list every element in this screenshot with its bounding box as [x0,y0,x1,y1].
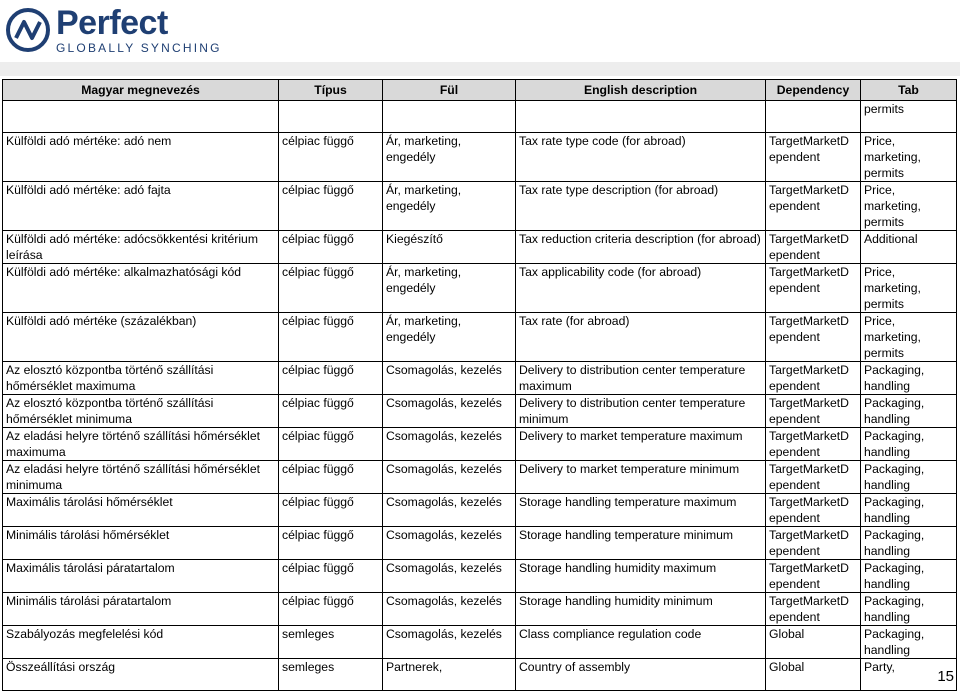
table-cell: Global [766,659,861,691]
table-cell: permits [861,101,957,133]
table-cell: Partnerek, [383,659,516,691]
table-cell: Class compliance regulation code [516,626,766,659]
header-band [0,62,960,76]
table-cell: Maximális tárolási hőmérséklet [3,494,279,527]
table-cell: Packaging, handling [861,395,957,428]
table-cell: Az eladási helyre történő szállítási hőmérséklet minimuma [3,461,279,494]
table-cell: Kiegészítő [383,231,516,264]
table-cell: célpiac függő [279,362,383,395]
table-cell: Price, marketing, permits [861,133,957,182]
table-cell: Packaging, handling [861,494,957,527]
table-cell [279,101,383,133]
table-cell: Külföldi adó mértéke: adócsökkentési kritérium leírása [3,231,279,264]
table-cell: Csomagolás, kezelés [383,362,516,395]
table-cell: Külföldi adó mértéke: adó nem [3,133,279,182]
table-header-row [3,80,957,101]
table-row [3,626,957,659]
table-row [3,264,957,313]
table-cell: TargetMarketD ependent [766,527,861,560]
brand-name: Perfect [56,4,168,42]
table-cell: Packaging, handling [861,560,957,593]
table-cell: TargetMarketD ependent [766,133,861,182]
table-cell: Ár, marketing, engedély [383,313,516,362]
table-row [3,231,957,264]
table-row [3,428,957,461]
table-cell [516,101,766,133]
table-cell: Packaging, handling [861,428,957,461]
table-cell: Country of assembly [516,659,766,691]
table-cell: Ár, marketing, engedély [383,133,516,182]
table-cell: Maximális tárolási páratartalom [3,560,279,593]
table-cell: Külföldi adó mértéke: alkalmazhatósági kód [3,264,279,313]
attribute-table [2,79,957,691]
table-cell: Tax rate (for abroad) [516,313,766,362]
table-row [3,313,957,362]
table-cell: Delivery to distribution center temperature maximum [516,362,766,395]
table-row [3,101,957,133]
table-cell: Külföldi adó mértéke: adó fajta [3,182,279,231]
table-cell: célpiac függő [279,395,383,428]
table-cell: Külföldi adó mértéke (százalékban) [3,313,279,362]
table-cell: Csomagolás, kezelés [383,461,516,494]
table-cell: Packaging, handling [861,362,957,395]
table-cell: Packaging, handling [861,461,957,494]
table-cell: Tax reduction criteria description (for abroad) [516,231,766,264]
table-cell: Az eladási helyre történő szállítási hőmérséklet maximuma [3,428,279,461]
col-header: English description [516,80,766,101]
table-cell: Tax applicability code (for abroad) [516,264,766,313]
table-cell: Packaging, handling [861,626,957,659]
col-header: Magyar megnevezés [3,80,279,101]
table-cell: Packaging, handling [861,527,957,560]
table-cell: Az elosztó központba történő szállítási hőmérséklet maximuma [3,362,279,395]
table-cell: célpiac függő [279,133,383,182]
brand-logo [6,4,222,56]
table-cell: Storage handling humidity minimum [516,593,766,626]
table-cell [3,101,279,133]
table-row [3,593,957,626]
globe-sync-icon [6,8,50,52]
table-cell: célpiac függő [279,182,383,231]
table-cell: Ár, marketing, engedély [383,182,516,231]
table-cell: Packaging, handling [861,593,957,626]
col-header: Típus [279,80,383,101]
table-cell: Csomagolás, kezelés [383,494,516,527]
col-header: Fül [383,80,516,101]
table-cell: célpiac függő [279,560,383,593]
table-cell: TargetMarketD ependent [766,231,861,264]
table-cell: célpiac függő [279,527,383,560]
col-header: Dependency [766,80,861,101]
table-cell: TargetMarketD ependent [766,494,861,527]
table-row [3,659,957,691]
table-cell: Storage handling humidity maximum [516,560,766,593]
table-cell: Csomagolás, kezelés [383,593,516,626]
table-cell: Csomagolás, kezelés [383,428,516,461]
table-cell: semleges [279,659,383,691]
table-row [3,527,957,560]
table-cell: Minimális tárolási hőmérséklet [3,527,279,560]
table-cell: Price, marketing, permits [861,182,957,231]
table-cell: Price, marketing, permits [861,264,957,313]
table-cell: Minimális tárolási páratartalom [3,593,279,626]
table-row [3,362,957,395]
table-cell: Storage handling temperature minimum [516,527,766,560]
table-cell: célpiac függő [279,313,383,362]
table-cell: Party, [861,659,957,691]
table-cell: TargetMarketD ependent [766,264,861,313]
table-cell: TargetMarketD ependent [766,362,861,395]
table-cell: célpiac függő [279,428,383,461]
table-cell: Storage handling temperature maximum [516,494,766,527]
table-cell: Ár, marketing, engedély [383,264,516,313]
table-cell: célpiac függő [279,264,383,313]
table-cell: Tax rate type description (for abroad) [516,182,766,231]
table-cell: Tax rate type code (for abroad) [516,133,766,182]
table-cell: Csomagolás, kezelés [383,527,516,560]
table-cell: Csomagolás, kezelés [383,395,516,428]
table-cell: Csomagolás, kezelés [383,560,516,593]
table-cell: Delivery to distribution center temperature minimum [516,395,766,428]
table-row [3,461,957,494]
table-cell: Szabályozás megfelelési kód [3,626,279,659]
table-cell: Delivery to market temperature maximum [516,428,766,461]
table-cell: semleges [279,626,383,659]
table-cell: Delivery to market temperature minimum [516,461,766,494]
table-cell [383,101,516,133]
table-row [3,395,957,428]
table-cell: TargetMarketD ependent [766,428,861,461]
page-number: 15 [937,668,954,685]
table-cell: célpiac függő [279,231,383,264]
table-cell: célpiac függő [279,494,383,527]
table-cell: Additional [861,231,957,264]
table-cell: célpiac függő [279,593,383,626]
table-row [3,494,957,527]
table-cell: célpiac függő [279,461,383,494]
brand-tagline: GLOBALLY SYNCHING [56,41,222,55]
table-cell: TargetMarketD ependent [766,313,861,362]
table-cell: TargetMarketD ependent [766,593,861,626]
table-cell [766,101,861,133]
table-cell: Csomagolás, kezelés [383,626,516,659]
table-row [3,560,957,593]
table-cell: TargetMarketD ependent [766,560,861,593]
table-cell: Price, marketing, permits [861,313,957,362]
table-row [3,133,957,182]
table-cell: TargetMarketD ependent [766,182,861,231]
table-cell: Az elosztó központba történő szállítási hőmérséklet minimuma [3,395,279,428]
table-cell: TargetMarketD ependent [766,461,861,494]
col-header: Tab [861,80,957,101]
table-cell: Összeállítási ország [3,659,279,691]
table-cell: Global [766,626,861,659]
table-row [3,182,957,231]
table-cell: TargetMarketD ependent [766,395,861,428]
